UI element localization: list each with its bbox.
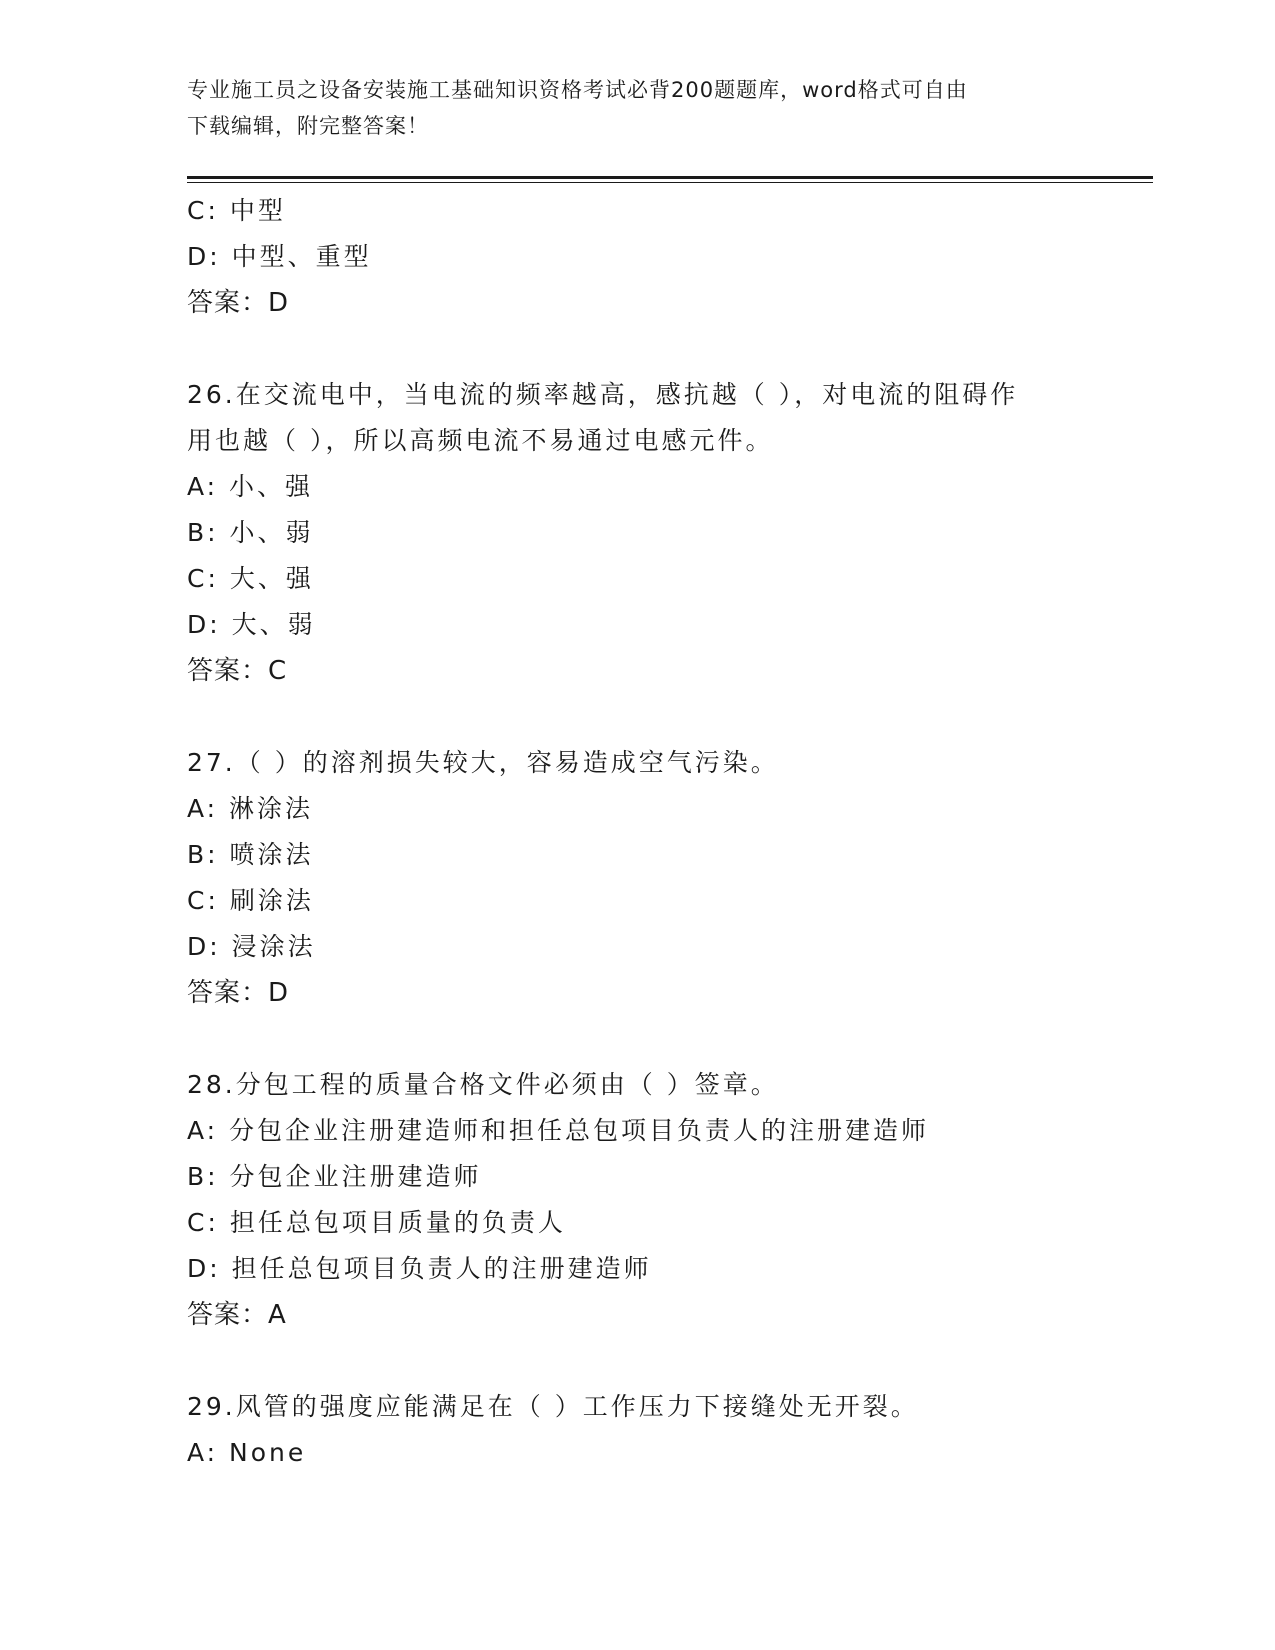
question-25-continued [187,188,1107,326]
option-a: A: None [187,1438,307,1467]
spacer [187,326,1107,372]
spacer [187,694,1107,740]
question-list [187,188,1107,1476]
document-header [187,72,1087,144]
option-b: B: 小、弱 [187,518,314,547]
question-27 [187,740,1107,1016]
option-a: A: 小、强 [187,472,314,501]
option-d: D: 担任总包项目负责人的注册建造师 [187,1254,652,1283]
option-d: D: 大、弱 [187,610,316,639]
question-stem: 26.在交流电中，当电流的频率越高，感抗越（ ），对电流的阻碍作 [187,380,1019,409]
answer-line: 答案：D [187,978,290,1008]
question-stem: 27.（ ）的溶剂损失较大，容易造成空气污染。 [187,748,779,777]
option-a: A: 淋涂法 [187,794,314,823]
header-title-line2: 下载编辑，附完整答案！ [187,114,429,138]
question-stem: 用也越（ ），所以高频电流不易通过电感元件。 [187,426,774,455]
answer-line: 答案：D [187,288,290,318]
option-c: C: 刷涂法 [187,886,314,915]
spacer [187,1016,1107,1062]
option-b: B: 分包企业注册建造师 [187,1162,482,1191]
option-d: D: 浸涂法 [187,932,316,961]
question-29 [187,1384,1107,1476]
header-divider-thin [187,182,1153,183]
option-b: B: 喷涂法 [187,840,314,869]
option-d: D: 中型、重型 [187,242,372,271]
option-a: A: 分包企业注册建造师和担任总包项目负责人的注册建造师 [187,1116,930,1145]
option-c: C: 大、强 [187,564,314,593]
question-stem: 29.风管的强度应能满足在（ ）工作压力下接缝处无开裂。 [187,1392,919,1421]
spacer [187,1338,1107,1384]
option-c: C: 中型 [187,196,286,225]
question-stem: 28.分包工程的质量合格文件必须由（ ）签章。 [187,1070,779,1099]
answer-line: 答案：C [187,656,288,686]
question-28 [187,1062,1107,1338]
answer-line: 答案：A [187,1300,287,1330]
header-title-line1: 专业施工员之设备安装施工基础知识资格考试必背200题题库，word格式可自由 [187,78,968,102]
header-divider-thick [187,176,1153,179]
question-26 [187,372,1107,694]
option-c: C: 担任总包项目质量的负责人 [187,1208,566,1237]
